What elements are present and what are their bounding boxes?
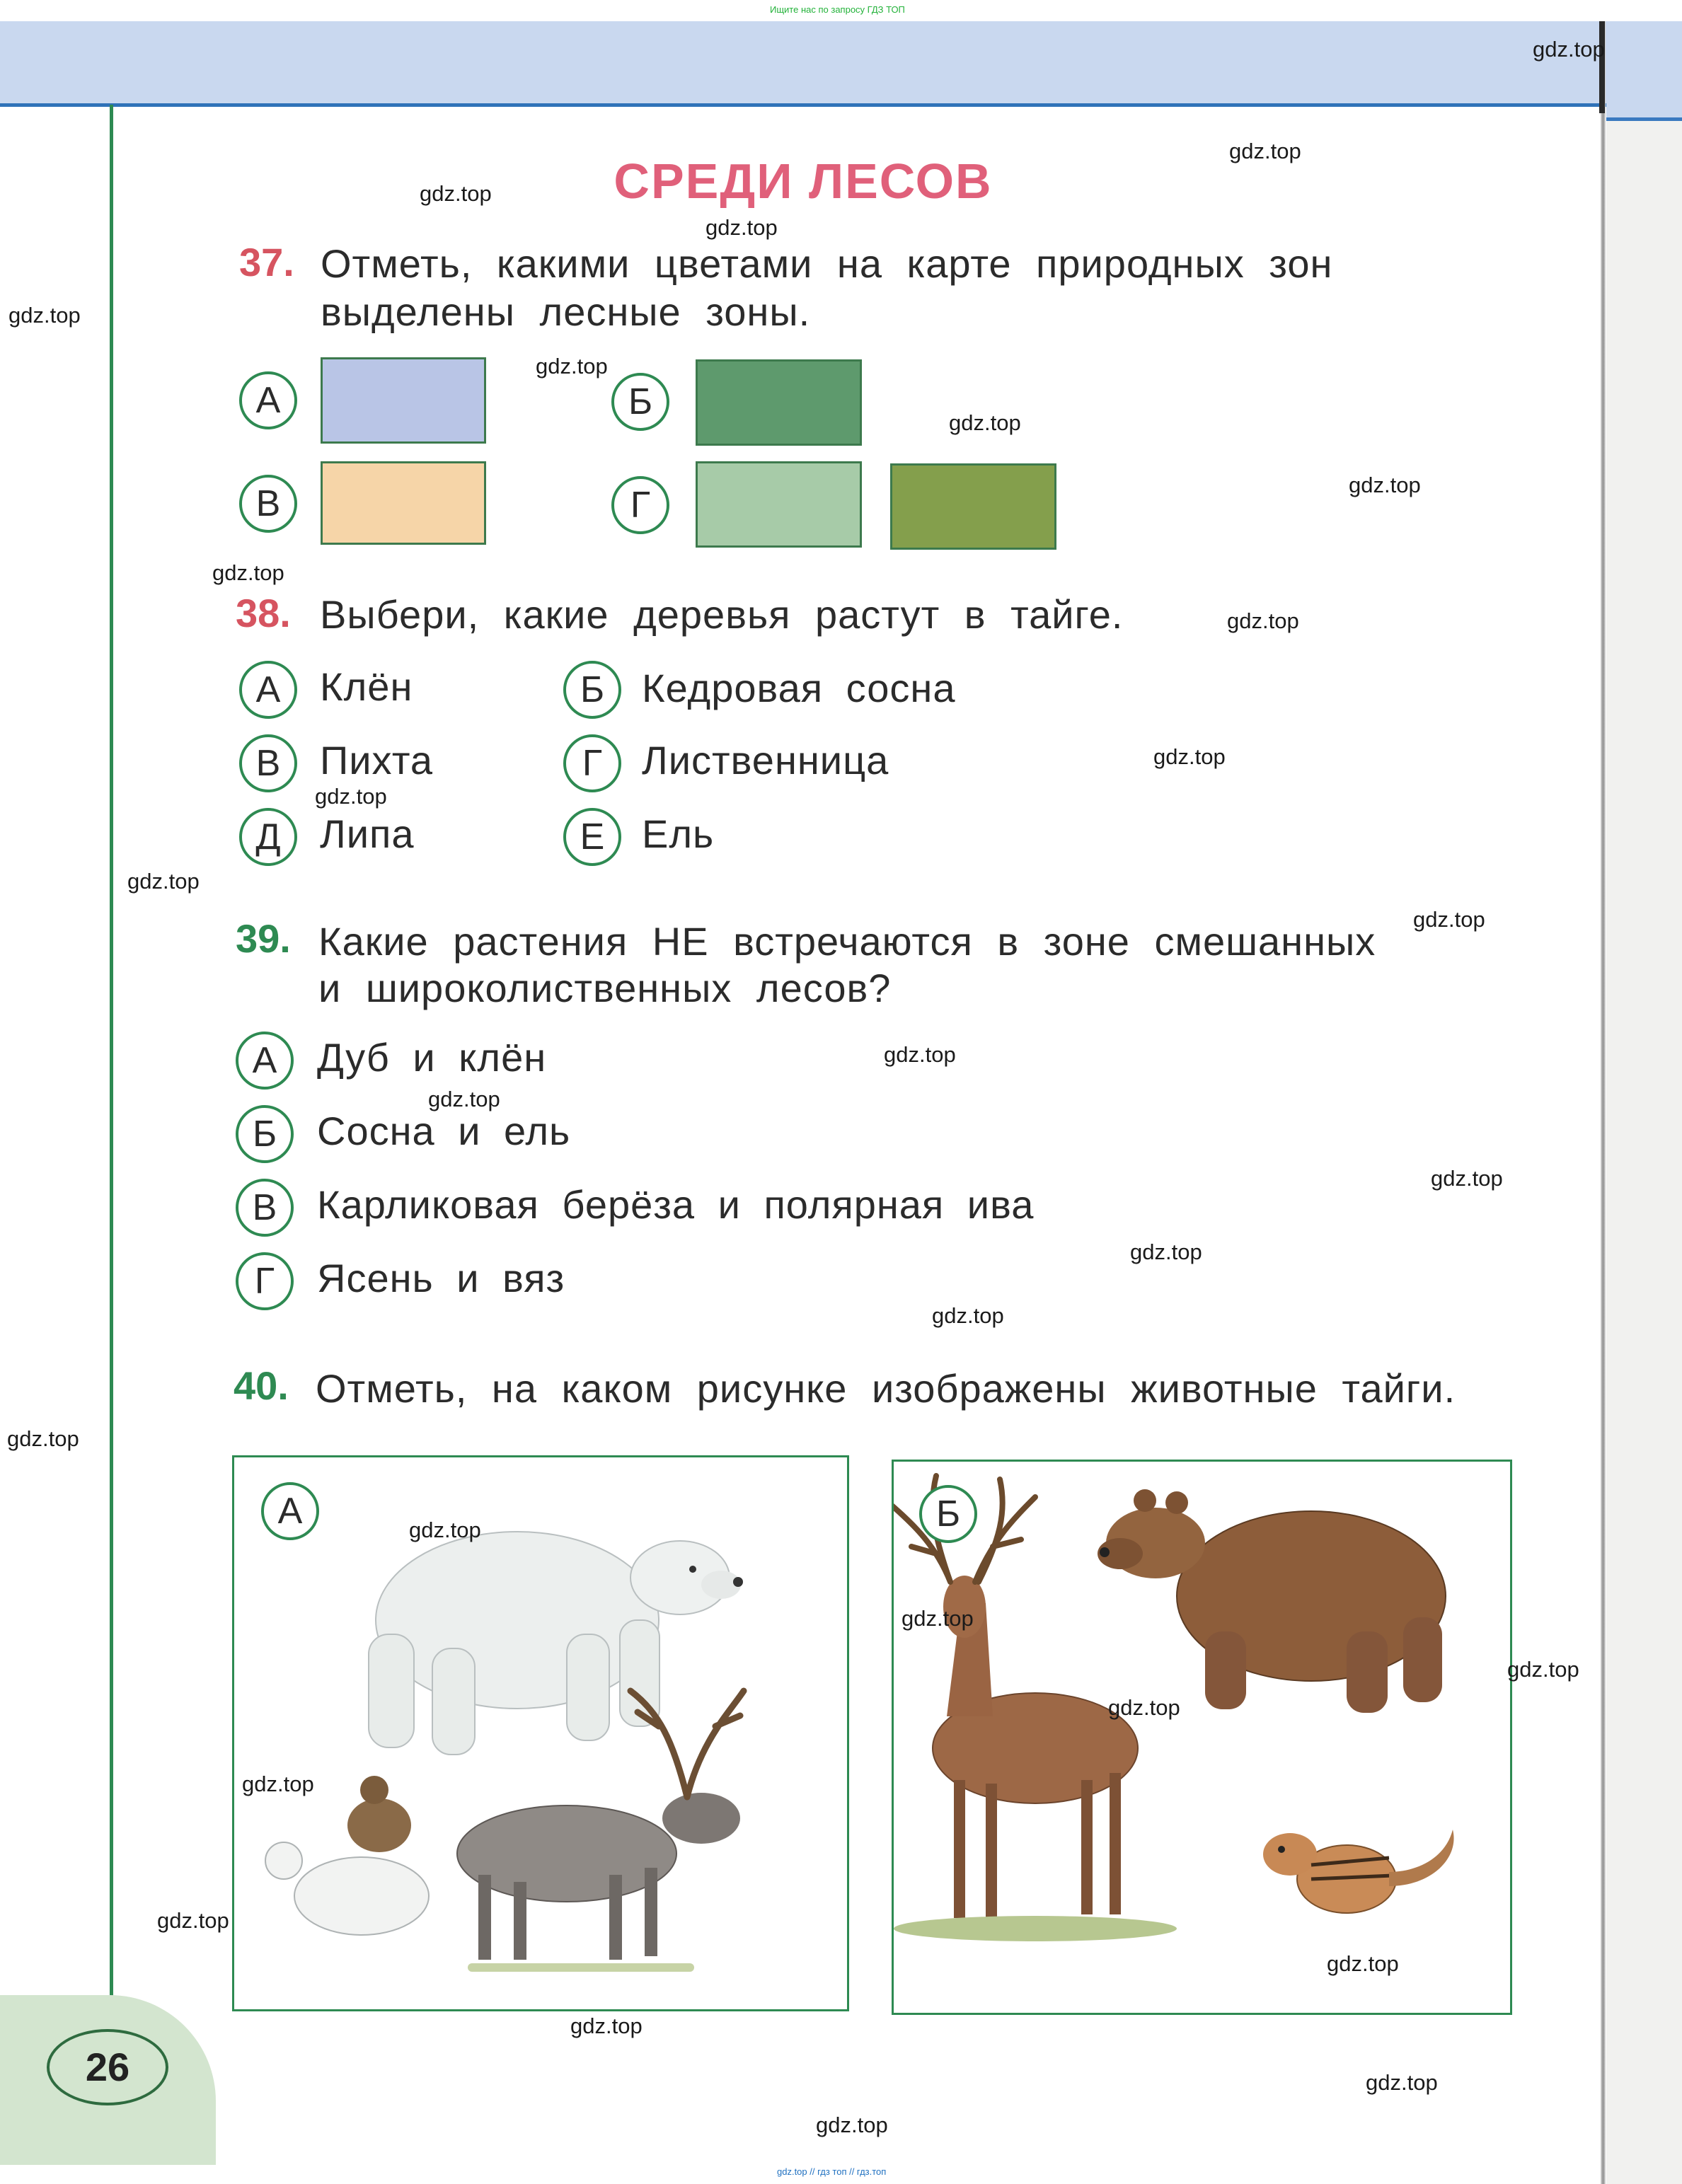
q39-option-a[interactable]: А — [236, 1032, 294, 1090]
q38-number: 38. — [236, 591, 291, 635]
book-spine — [1601, 21, 1606, 2184]
watermark: gdz.top — [127, 869, 200, 894]
watermark: gdz.top — [1533, 37, 1605, 62]
q38-option-a-text: Клён — [320, 664, 413, 709]
watermark: gdz.top — [949, 410, 1021, 435]
watermark: gdz.top — [570, 2013, 643, 2038]
header-bar — [0, 21, 1606, 105]
q37-option-a[interactable]: А — [239, 371, 297, 429]
watermark: gdz.top — [8, 303, 81, 328]
q38-option-e[interactable]: Е — [563, 808, 621, 866]
watermark: gdz.top — [1366, 2070, 1438, 2095]
q37-text-line2: выделены лесные зоны. — [321, 289, 811, 334]
watermark: gdz.top — [1130, 1240, 1202, 1264]
q40-picture-b[interactable] — [892, 1460, 1512, 2015]
watermark: gdz.top — [816, 2113, 888, 2137]
watermark: gdz.top — [1349, 473, 1421, 497]
q40-picture-a[interactable] — [232, 1455, 849, 2011]
q37-number: 37. — [239, 240, 294, 284]
q38-option-d[interactable]: Д — [239, 808, 297, 866]
watermark: gdz.top — [420, 181, 492, 206]
watermark: gdz.top — [1227, 608, 1299, 633]
watermark: gdz.top — [884, 1042, 956, 1067]
q39-option-g-text: Ясень и вяз — [317, 1256, 565, 1300]
q37-swatch-b[interactable] — [696, 359, 862, 446]
q37-option-b[interactable]: Б — [611, 373, 669, 431]
watermark: gdz.top — [157, 1908, 229, 1933]
q37-swatch-g1[interactable] — [696, 461, 862, 548]
page-number: 26 — [47, 2029, 168, 2105]
margin-line — [110, 105, 113, 2029]
q39-option-b[interactable]: Б — [236, 1105, 294, 1163]
q39-option-a-text: Дуб и клён — [317, 1035, 547, 1080]
q39-option-g[interactable]: Г — [236, 1252, 294, 1310]
q38-option-v-text: Пихта — [320, 738, 434, 782]
watermark: gdz.top — [7, 1426, 79, 1451]
brown-bear-illustration — [1098, 1489, 1446, 1713]
q40-picture-b-letter[interactable]: Б — [919, 1485, 977, 1543]
watermark: gdz.top — [1108, 1695, 1180, 1720]
q40-text: Отметь, на каком рисунке изображены животные тайги. — [316, 1366, 1456, 1411]
watermark: gdz.top — [212, 560, 284, 585]
q37-swatch-v[interactable] — [321, 461, 486, 545]
watermark: gdz.top — [315, 784, 387, 809]
bottom-notice: gdz.top // гдз топ // гдз.топ — [777, 2166, 887, 2177]
q40-number: 40. — [234, 1363, 289, 1408]
watermark: gdz.top — [428, 1087, 500, 1111]
q38-option-b[interactable]: Б — [563, 661, 621, 719]
facing-page-edge — [1606, 21, 1682, 2184]
top-notice: Ищите нас по запросу ГДЗ ТОП — [770, 4, 905, 15]
header-rule — [0, 103, 1606, 107]
q37-option-g[interactable]: Г — [611, 476, 669, 534]
watermark: gdz.top — [1153, 744, 1226, 769]
watermark: gdz.top — [1413, 907, 1485, 932]
watermark: gdz.top — [705, 215, 778, 240]
q38-option-a[interactable]: А — [239, 661, 297, 719]
q39-number: 39. — [236, 916, 291, 961]
q38-text: Выбери, какие деревья растут в тайге. — [320, 592, 1124, 637]
watermark: gdz.top — [1327, 1951, 1399, 1976]
q38-option-g-text: Лиственница — [642, 738, 889, 782]
q37-swatch-a[interactable] — [321, 357, 486, 444]
ptarmigan-illustration — [265, 1776, 429, 1935]
q37-text-line1: Отметь, какими цветами на карте природных зон — [321, 241, 1333, 286]
q38-option-d-text: Липа — [320, 811, 415, 856]
q39-option-v-text: Карликовая берёза и полярная ива — [317, 1182, 1035, 1227]
facing-page-header — [1606, 21, 1682, 120]
watermark: gdz.top — [242, 1772, 314, 1796]
q38-option-e-text: Ель — [642, 811, 715, 856]
watermark: gdz.top — [536, 354, 608, 379]
watermark: gdz.top — [932, 1303, 1004, 1328]
chipmunk-illustration — [1263, 1830, 1454, 1913]
q39-option-v[interactable]: В — [236, 1179, 294, 1237]
watermark: gdz.top — [409, 1518, 481, 1542]
q37-swatch-g2[interactable] — [890, 463, 1056, 550]
polar-bear-illustration — [369, 1532, 743, 1755]
q39-option-b-text: Сосна и ель — [317, 1109, 571, 1153]
q39-text-line1: Какие растения НЕ встречаются в зоне смешанных — [318, 919, 1376, 964]
q39-text-line2: и широколиственных лесов? — [318, 966, 892, 1010]
q40-picture-a-letter[interactable]: А — [261, 1482, 319, 1540]
watermark: gdz.top — [1507, 1657, 1579, 1682]
book-spine-shadow — [1599, 21, 1605, 113]
watermark: gdz.top — [902, 1606, 974, 1631]
facing-page-rule — [1606, 117, 1682, 121]
watermark: gdz.top — [1431, 1166, 1503, 1191]
page-title: СРЕДИ ЛЕСОВ — [614, 154, 993, 209]
q38-option-g[interactable]: Г — [563, 734, 621, 792]
q38-option-v[interactable]: В — [239, 734, 297, 792]
watermark: gdz.top — [1229, 139, 1301, 163]
q38-option-b-text: Кедровая сосна — [642, 666, 956, 710]
q37-option-v[interactable]: В — [239, 475, 297, 533]
